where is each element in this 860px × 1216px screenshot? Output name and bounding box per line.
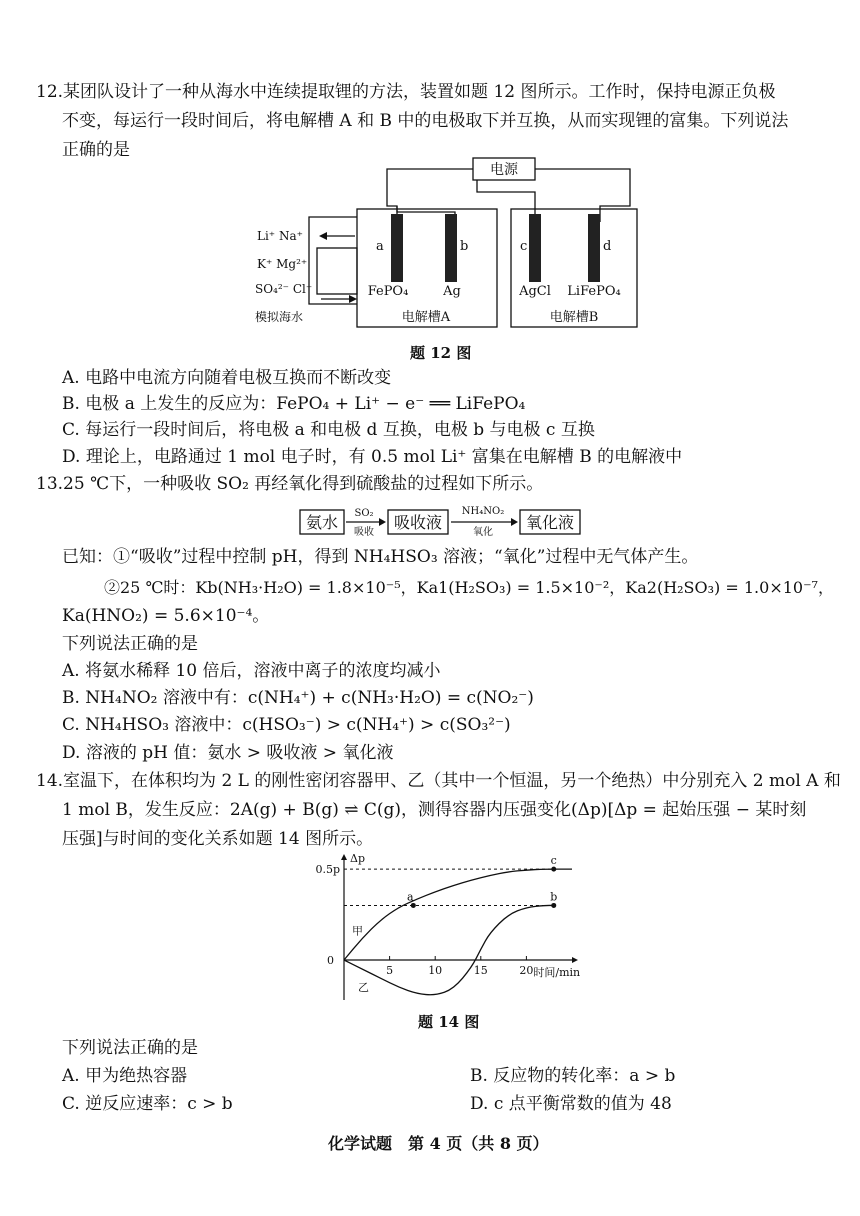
seawater-channel-outer [309, 217, 357, 304]
cell-a-label: 电解槽A [401, 310, 451, 325]
flow-box-oxidized-label: 氧化液 [525, 513, 575, 532]
q12-option-a: A. 电路中电流方向随着电极互换而不断改变 [62, 368, 392, 388]
electrode-d [588, 214, 600, 282]
ion-list-line-2: K⁺ Mg²⁺ [257, 257, 308, 271]
q12-option-b: B. 电极 a 上发生的反应为：FePO₄ + Li⁺ − e⁻ ══ LiFePO₄ [62, 394, 526, 414]
q13-process-flow [296, 498, 586, 542]
q13-known-1: 已知：①“吸收”过程中控制 pH，得到 NH₄HSO₃ 溶液；“氧化”过程中无气体产生。 [62, 547, 699, 567]
flow-arrow-absorb-top: SO₂ [354, 508, 374, 519]
wire-middle [477, 180, 535, 222]
q13-stem: 13.25 ℃下，一种吸收 SO₂ 再经氧化得到硫酸盐的过程如下所示。 [36, 474, 544, 494]
electrode-material-a: FePO₄ [367, 284, 409, 299]
seawater-channel-inner [317, 248, 357, 294]
electrode-material-d: LiFePO₄ [567, 284, 621, 299]
electrode-label-d: d [603, 239, 612, 254]
ion-list-line-1: Li⁺ Na⁺ [257, 229, 303, 243]
y-axis-label: Δp [350, 852, 365, 865]
x-axis-label: 时间/min [533, 966, 581, 979]
q12-stem-line-2: 不变，每运行一段时间后，将电解槽 A 和 B 中的电极取下并互换，从而实现锂的富集。下列说法 [62, 111, 789, 131]
q14-stem-line-1: 14.室温下，在体积均为 2 L 的刚性密闭容器甲、乙（其中一个恒温，另一个绝热）中分别充入 2 mol A 和 [36, 771, 841, 791]
y-tick-label: 0.5p [315, 863, 340, 877]
q14-stem-line-2: 1 mol B，发生反应：2A(g) + B(g) ⇌ C(g)，测得容器内压强变化(Δp)[Δp = 起始压强 − 某时刻 [62, 800, 807, 820]
q14-prompt: 下列说法正确的是 [62, 1038, 198, 1058]
point-a [411, 903, 416, 908]
flow-box-absorbent-label: 吸收液 [393, 513, 443, 532]
q13-option-c: C. NH₄HSO₃ 溶液中：c(HSO₃⁻) > c(NH₄⁺) > c(SO₃²⁻) [62, 715, 511, 735]
electrode-material-c: AgCl [519, 284, 551, 299]
electrode-label-b: b [460, 239, 469, 254]
flow-arrow-absorb-bottom: 吸收 [354, 527, 374, 538]
q13-option-b: B. NH₄NO₂ 溶液中有：c(NH₄⁺) + c(NH₃·H₂O) = c(NO₂⁻) [62, 688, 534, 708]
series-curve-yi [344, 905, 554, 994]
point-c [551, 867, 556, 872]
y-axis-arrow [341, 854, 347, 860]
power-supply-label: 电源 [490, 162, 518, 178]
flow-arrow-oxidize-bottom: 氧化 [473, 527, 493, 538]
electrode-material-b: Ag [443, 284, 461, 299]
series-label-jia: 甲 [352, 924, 363, 938]
q14-option-d: D. c 点平衡常数的值为 48 [470, 1094, 672, 1114]
q13-prompt: 下列说法正确的是 [62, 634, 198, 654]
series-curve-jia [344, 869, 572, 960]
point-label-a: a [407, 890, 414, 904]
q13-option-d: D. 溶液的 pH 值：氨水 > 吸收液 > 氧化液 [62, 743, 394, 763]
point-label-b: b [550, 890, 558, 904]
x-axis-arrow [572, 957, 578, 963]
point-label-c: c [550, 854, 557, 868]
figure-12-caption: 题 12 图 [410, 344, 472, 362]
page-footer: 化学试题 第 4 页（共 8 页） [328, 1134, 549, 1153]
flow-arrow-oxidize-top: NH₄NO₂ [461, 506, 505, 517]
q12-option-d: D. 理论上，电路通过 1 mol 电子时，有 0.5 mol Li⁺ 富集在电解槽 B 的电解液中 [62, 447, 683, 467]
q13-option-a: A. 将氨水稀释 10 倍后，溶液中离子的浓度均减小 [62, 661, 441, 681]
electrode-c [529, 214, 541, 282]
point-b [551, 903, 556, 908]
flow-box-ammonia-label: 氨水 [305, 513, 339, 532]
x-tick-label: 15 [473, 964, 488, 977]
q13-known-3: Ka(HNO₂) = 5.6×10⁻⁴。 [62, 606, 270, 626]
q14-option-c: C. 逆反应速率：c > b [62, 1094, 233, 1114]
electrode-b [445, 214, 457, 282]
cell-b-label: 电解槽B [549, 310, 599, 325]
ion-list-line-3: SO₄²⁻ Cl⁻ [255, 282, 313, 296]
figure-14-chart [310, 850, 600, 1010]
q13-known-2: ②25 ℃时：Kb(NH₃·H₂O) = 1.8×10⁻⁵，Ka1(H₂SO₃) = 1.5×10⁻²，Ka2(H₂SO₃) = 1.0×10⁻⁷， [104, 578, 834, 597]
q14-stem-line-3: 压强]与时间的变化关系如题 14 图所示。 [62, 829, 374, 849]
figure-14-caption: 题 14 图 [418, 1013, 480, 1031]
q14-option-b: B. 反应物的转化率：a > b [470, 1066, 676, 1086]
electrode-label-a: a [376, 239, 384, 254]
x-tick-label: 5 [386, 964, 394, 977]
electrode-label-c: c [520, 239, 528, 254]
wire-right [535, 169, 630, 222]
series-label-yi: 乙 [358, 980, 369, 994]
electrode-a [391, 214, 403, 282]
x-tick-label: 20 [519, 964, 534, 977]
x-tick-label: 10 [428, 964, 443, 977]
q14-option-a: A. 甲为绝热容器 [62, 1066, 188, 1086]
q12-apparatus-diagram [245, 152, 645, 337]
seawater-label: 模拟海水 [255, 310, 304, 324]
q12-option-c: C. 每运行一段时间后，将电极 a 和电极 d 互换，电极 b 与电极 c 互换 [62, 420, 595, 440]
origin-label: 0 [327, 954, 334, 967]
q12-stem-line-3: 正确的是 [62, 140, 130, 160]
q12-stem-line-1: 12.某团队设计了一种从海水中连续提取锂的方法，装置如题 12 图所示。工作时，保持电源正负极 [36, 82, 776, 102]
